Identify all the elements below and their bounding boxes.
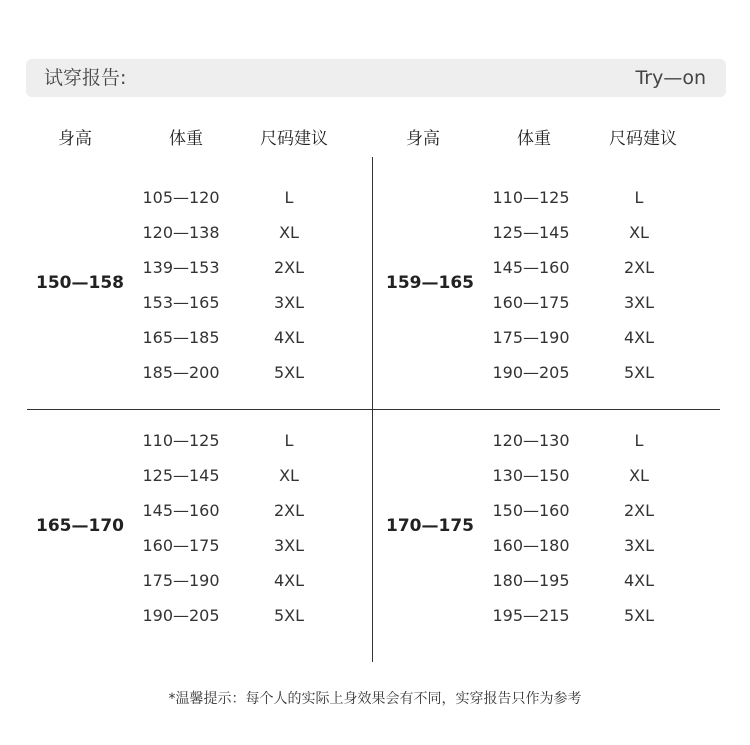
column-header-size-right: 尺码建议 xyxy=(609,129,677,149)
size-label: 3XL xyxy=(273,536,305,555)
size-group-150-158 xyxy=(25,180,370,390)
weight-range: 175—190 xyxy=(142,571,220,590)
table-row xyxy=(25,355,370,390)
horizontal-divider xyxy=(27,409,720,410)
table-row xyxy=(375,355,720,390)
table-row xyxy=(25,423,370,458)
table-row xyxy=(375,320,720,355)
table-row xyxy=(375,180,720,215)
table-row xyxy=(375,563,720,598)
table-row xyxy=(25,528,370,563)
weight-range: 190—205 xyxy=(142,606,220,625)
weight-range: 120—138 xyxy=(142,223,220,242)
weight-range: 125—145 xyxy=(492,223,570,242)
size-label: L xyxy=(284,431,294,450)
table-row xyxy=(25,493,370,528)
size-label: L xyxy=(284,188,294,207)
weight-range: 160—175 xyxy=(492,293,570,312)
table-row xyxy=(375,250,720,285)
size-label: 2XL xyxy=(273,501,305,520)
column-header-weight-left: 体重 xyxy=(169,129,203,149)
size-label: 2XL xyxy=(623,258,655,277)
table-row xyxy=(25,563,370,598)
size-group-170-175 xyxy=(375,423,720,633)
size-group-159-165 xyxy=(375,180,720,390)
weight-range: 145—160 xyxy=(142,501,220,520)
weight-range: 160—175 xyxy=(142,536,220,555)
weight-range: 110—125 xyxy=(492,188,570,207)
weight-range: 153—165 xyxy=(142,293,220,312)
weight-range: 160—180 xyxy=(492,536,570,555)
table-row xyxy=(25,250,370,285)
weight-range: 180—195 xyxy=(492,571,570,590)
column-header-size-left: 尺码建议 xyxy=(260,129,328,149)
size-label: 2XL xyxy=(623,501,655,520)
size-label: L xyxy=(634,188,644,207)
weight-range: 145—160 xyxy=(492,258,570,277)
table-row xyxy=(375,215,720,250)
size-label: 4XL xyxy=(623,328,655,347)
size-label: 4XL xyxy=(273,328,305,347)
weight-range: 185—200 xyxy=(142,363,220,382)
weight-range: 110—125 xyxy=(142,431,220,450)
table-row xyxy=(375,598,720,633)
size-label: XL xyxy=(279,223,299,242)
size-label: 3XL xyxy=(273,293,305,312)
weight-range: 120—130 xyxy=(492,431,570,450)
column-header-weight-right: 体重 xyxy=(517,129,551,149)
column-header-height-left: 身高 xyxy=(58,129,92,149)
table-row xyxy=(375,528,720,563)
table-row xyxy=(25,180,370,215)
weight-range: 125—145 xyxy=(142,466,220,485)
size-label: XL xyxy=(279,466,299,485)
table-row xyxy=(375,285,720,320)
size-label: 5XL xyxy=(273,606,305,625)
height-range: 165—170 xyxy=(36,516,124,536)
table-row xyxy=(25,320,370,355)
weight-range: 195—215 xyxy=(492,606,570,625)
height-range: 170—175 xyxy=(386,516,474,536)
size-label: 3XL xyxy=(623,293,655,312)
size-label: 5XL xyxy=(273,363,305,382)
size-label: XL xyxy=(629,223,649,242)
height-range: 159—165 xyxy=(386,273,474,293)
table-row xyxy=(25,215,370,250)
size-group-165-170 xyxy=(25,423,370,633)
table-row xyxy=(25,458,370,493)
size-label: 3XL xyxy=(623,536,655,555)
size-label: 4XL xyxy=(623,571,655,590)
weight-range: 139—153 xyxy=(142,258,220,277)
height-range: 150—158 xyxy=(36,273,124,293)
table-row xyxy=(25,285,370,320)
weight-range: 150—160 xyxy=(492,501,570,520)
weight-range: 175—190 xyxy=(492,328,570,347)
size-label: 5XL xyxy=(623,363,655,382)
column-header-height-right: 身高 xyxy=(406,129,440,149)
weight-range: 105—120 xyxy=(142,188,220,207)
table-row xyxy=(25,598,370,633)
size-label: L xyxy=(634,431,644,450)
header-bar xyxy=(26,59,726,97)
footnote: *温馨提示：每个人的实际上身效果会有不同，实穿报告只作为参考 xyxy=(168,691,582,707)
weight-range: 165—185 xyxy=(142,328,220,347)
page-title: 试穿报告: xyxy=(44,67,127,89)
table-row xyxy=(375,493,720,528)
page-subtitle: Try—on xyxy=(635,67,706,89)
table-row xyxy=(375,458,720,493)
size-label: 4XL xyxy=(273,571,305,590)
table-row xyxy=(375,423,720,458)
size-label: 2XL xyxy=(273,258,305,277)
weight-range: 130—150 xyxy=(492,466,570,485)
size-label: XL xyxy=(629,466,649,485)
weight-range: 190—205 xyxy=(492,363,570,382)
size-label: 5XL xyxy=(623,606,655,625)
